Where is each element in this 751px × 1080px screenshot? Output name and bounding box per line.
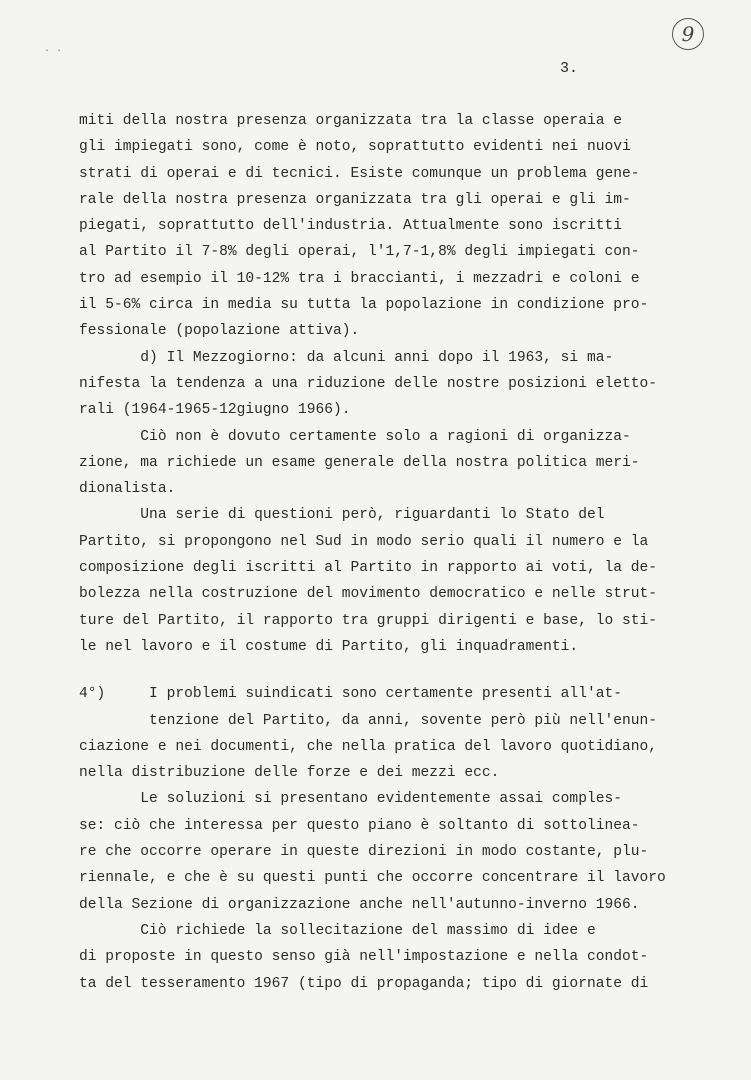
text-line: miti della nostra presenza organizzata tra la classe operaia e: [79, 113, 622, 129]
text-line: piegati, soprattutto dell'industria. Attualmente sono iscritti: [79, 218, 622, 235]
text-line: rale della nostra presenza organizzata tra gli operai e gli im-: [79, 191, 631, 208]
text-line: tro ad esempio il 10-12% tra i braccianti, i mezzadri e coloni e: [79, 270, 640, 287]
text-line: della Sezione di organizzazione anche nell'autunno-inverno 1966.: [79, 896, 640, 913]
text-line: Ciò richiede la sollecitazione del massimo di idee e: [79, 922, 596, 939]
section-gap: [79, 660, 719, 681]
text-line: ciazione e nei documenti, che nella pratica del lavoro quotidiano,: [79, 738, 658, 755]
text-line: zione, ma richiede un esame generale della nostra politica meri-: [79, 454, 640, 471]
text-line: Ciò non è dovuto certamente solo a ragioni di organizza-: [79, 428, 631, 445]
text-line: nifesta la tendenza a una riduzione delle nostre posizioni eletto-: [79, 375, 658, 392]
text-line: 4°) I problemi suindicati sono certamente presenti all'at-: [79, 686, 622, 703]
text-line: fessionale (popolazione attiva).: [79, 323, 360, 340]
text-line: re che occorre operare in queste direzioni in modo costante, plu-: [79, 844, 649, 861]
text-line: d) Il Mezzogiorno: da alcuni anni dopo il 1963, si ma-: [79, 349, 614, 366]
text-line: gli impiegati sono, come è noto, soprattutto evidenti nei nuovi: [79, 139, 631, 156]
text-line: nella distribuzione delle forze e dei mezzi ecc.: [79, 765, 500, 782]
text-line: ture del Partito, il rapporto tra gruppi dirigenti e base, lo sti-: [79, 612, 658, 629]
text-line: le nel lavoro e il costume di Partito, gli inquadramenti.: [79, 638, 579, 655]
page-number: 3.: [560, 60, 579, 77]
text-line: bolezza nella costruzione del movimento democratico e nelle strut-: [79, 586, 658, 603]
text-line: Le soluzioni si presentano evidentemente assai comples-: [79, 791, 622, 808]
text-line: Una serie di questioni però, riguardanti lo Stato del: [79, 507, 605, 524]
text-line: tenzione del Partito, da anni, sovente però più nell'enun-: [79, 712, 658, 729]
text-line: Partito, si propongono nel Sud in modo serio quali il numero e la: [79, 533, 649, 550]
archive-page-number: 9: [672, 18, 704, 50]
text-line: composizione degli iscritti al Partito in rapporto ai voti, la de-: [79, 560, 658, 577]
text-line: al Partito il 7-8% degli operai, l'1,7-1,8% degli impiegati con-: [79, 244, 640, 261]
text-line: se: ciò che interessa per questo piano è soltanto di sottolinea-: [79, 817, 640, 834]
text-line: ta del tesseramento 1967 (tipo di propaganda; tipo di giornate di: [79, 975, 649, 992]
text-line: di proposte in questo senso già nell'impostazione e nella condot-: [79, 949, 649, 966]
body-text: [79, 108, 719, 997]
text-line: rali (1964-1965-12giugno 1966).: [79, 402, 351, 419]
text-line: dionalista.: [79, 481, 176, 498]
top-marks: . .: [44, 44, 63, 55]
text-line: strati di operai e di tecnici. Esiste comunque un problema gene-: [79, 165, 640, 182]
text-line: il 5-6% circa in media su tutta la popolazione in condizione pro-: [79, 297, 649, 314]
text-line: riennale, e che è su questi punti che occorre concentrare il lavoro: [79, 870, 666, 887]
